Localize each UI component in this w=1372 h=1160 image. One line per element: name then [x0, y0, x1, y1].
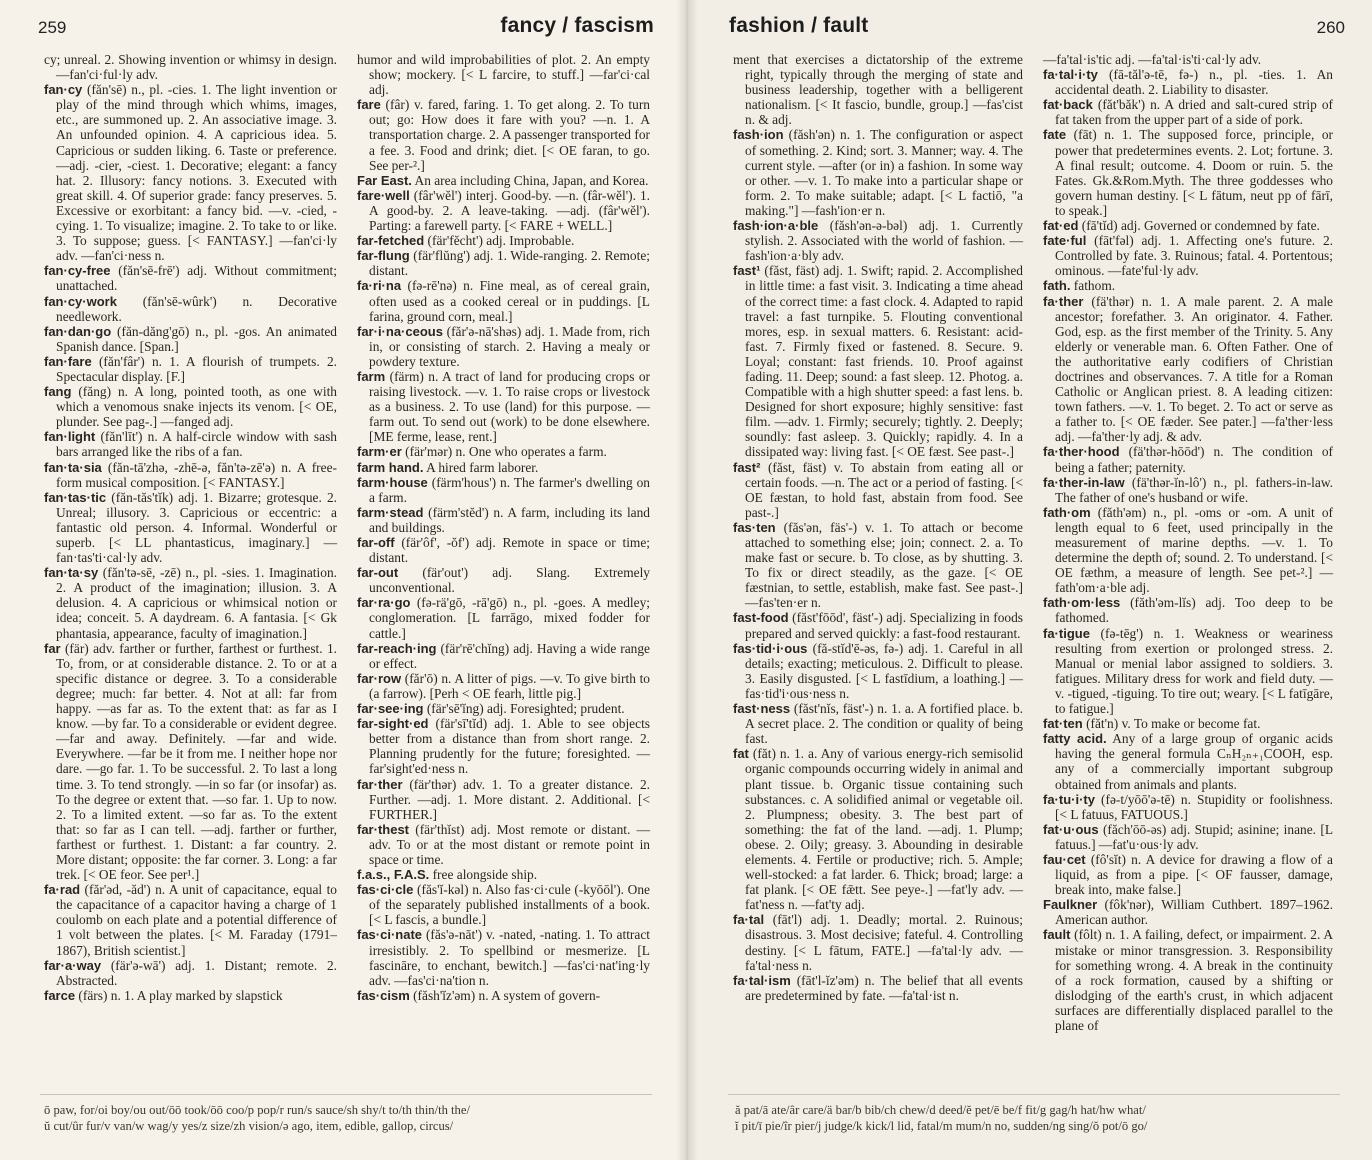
entry-headword: fang: [44, 384, 72, 400]
entry-headword: fa·rad: [44, 882, 81, 898]
dictionary-entry: [733, 460, 1023, 520]
entry-definition: An area including China, Japan, and Korea.: [411, 172, 649, 188]
entry-headword: fan·cy-free: [44, 263, 111, 279]
dictionary-entry: [1043, 731, 1333, 791]
entry-headword: fast¹: [733, 263, 761, 279]
dictionary-entry: [1043, 475, 1333, 505]
dictionary-entry: [733, 641, 1023, 701]
entry-definition: (fär'mər) n. One who operates a farm.: [401, 444, 607, 460]
entry-definition: (fär'sē'ĭng) adj. Foresighted; prudent.: [423, 701, 625, 717]
entry-definition: (fə-t/yōō'ə-tē) n. Stupidity or foolishness. [< L fatuus, FATUOUS.]: [1055, 791, 1333, 822]
dictionary-entry: [733, 218, 1023, 263]
dictionary-entry: [1043, 218, 1333, 233]
entry-headword: fas·ci·cle: [357, 882, 414, 898]
entry-definition: (făth'əm) n., pl. -oms or -om. A unit of length equal to 6 feet, used principally in the measurement of marine depths. —v. 1. To determine the depth of; sound. 2. To understand. [< OE fæthm, a measure of length. See pet-².] —fath'om·a·ble adj.: [1055, 504, 1333, 596]
dictionary-entry: [44, 460, 337, 490]
entry-headword: fatty acid.: [1043, 731, 1107, 747]
dictionary-entry: [1043, 127, 1333, 218]
left-page-number: 259: [38, 18, 67, 37]
entry-definition: humor and wild improbabilities of plot. 2. An empty show; mockery. [< L farcire, to stuff.] —far'ci·cal adj.: [357, 52, 650, 98]
dictionary-entry: [44, 429, 337, 459]
entry-headword: farce: [44, 987, 76, 1003]
entry-definition: cy; unreal. 2. Showing invention or whimsy in design. —fan'ci·ful·ly adv.: [44, 52, 337, 83]
entry-headword: farm·stead: [357, 504, 424, 520]
entry-definition: (făch'ōō-əs) adj. Stupid; asinine; inane. [L fatuus.] —fat'u·ous·ly adv.: [1055, 821, 1333, 852]
entry-definition: (făs'ĭ-kəl) n. Also fas·ci·cule (-kyōōl'). One of the separately published installments of a book. [< L fascis, a bundle.]: [369, 882, 650, 928]
entry-definition: (făsh'ən) n. 1. The configuration or aspect of something. 2. Kind; sort. 3. Manner; way. 4. The current style. —after (or in) a fashion. In some way or other. —v. 1. To make into a particular shape or form. 2. To make suitable; adapt. [< L factiō, "a making."] —fash'ion·er n.: [745, 127, 1023, 218]
dictionary-entry: [733, 912, 1023, 972]
entry-definition: (fə-rē'nə) n. Fine meal, as of cereal grain, often used as a cooked cereal or in puddings. [L farina, ground corn, meal.]: [369, 278, 650, 324]
entry-headword: fath·om: [1043, 504, 1091, 520]
left-column-2: [357, 52, 650, 1003]
entry-definition: (făn'sē) n., pl. -cies. 1. The light invention or play of the mind through which whims, images, etc., are summoned up. 2. An associative image. 3. An unfounded opinion. 4. A capricious idea. 5. Capricious or sudden liking. 6. Taste or preference. —adj. -cier, -ciest. 1. Decorative; elegant: a fancy hat. 2. Illusory: fancy notions. 3. Executed with great skill. 4. Of superior grade: fancy preserves. 5. Excessive or exorbitant: a fancy bid. —v. -cied, -cying. 1. To visualize; imagine. 2. To take to or like. 3. To suppose; guess. [< FANTASY.] —fan'ci·ly adv. —fan'ci·ness n.: [56, 82, 337, 264]
dictionary-entry: [44, 882, 337, 957]
dictionary-entry: [357, 278, 650, 323]
right-page-columns: [733, 52, 1333, 1033]
entry-headword: farm: [357, 368, 386, 384]
entry-definition: (fär'out') adj. Slang. Extremely unconventional.: [369, 565, 650, 596]
entry-headword: Far East.: [357, 172, 412, 188]
entry-headword: fault: [1043, 927, 1071, 943]
pronunciation-key-line: ŭ cut/ûr fur/v van/w wag/y yes/z size/zh vision/ə ago, item, edible, gallop, circus/: [44, 1119, 454, 1133]
entry-definition: (fär) adv. farther or further, farthest or furthest. 1. To, from, or at considerable distance. 2. To or at a specific distance or degree. 3. To a considerable degree; much: far better. 4. Not at all: far from happy. —as far as. To the extent that: as far as I know. —by far. To a considerable or evident degree. —far and away. Definitely. —far and wide. Everywhere. —far be it from me. I neither hope nor dare. —go far. 1. To be successful. 2. To last a long time. 3. To tend strongly. —in so far (or insofar) as. To the degree or extent that. —so far. 1. Up to now. 2. To a limited extent. —so far as. To the extent that: so far as I can tell. —adj. farther or further, farthest or furthest. 1. Distant: a far country. 2. More distant; opposite: the far corner. 3. Long: a far trek. [< OE feor. See per¹.]: [56, 640, 337, 883]
entry-headword: far·a·way: [44, 957, 102, 973]
dictionary-entry: [733, 746, 1023, 912]
dictionary-entry: [357, 777, 650, 822]
entry-headword: far-off: [357, 535, 395, 550]
dictionary-entry: [1043, 792, 1333, 822]
dictionary-entry: [357, 535, 650, 565]
entry-definition: (făr'əd, -ăd') n. A unit of capacitance, equal to the capacitance of a capacitor having a charge of 1 coulomb on each plate and a potential difference of 1 volt between the plates. [< M. Faraday (1791–1867), British scientist.]: [56, 882, 337, 958]
right-footer-rule: [728, 1094, 1340, 1095]
entry-definition: (fā'tĭd) adj. Governed or condemned by fate.: [1078, 218, 1320, 234]
entry-definition: (făn'fâr') n. 1. A flourish of trumpets. 2. Spectacular display. [F.]: [56, 353, 337, 384]
entry-headword: far-fetched: [357, 233, 425, 249]
entry-definition: (fär'ə-wā') adj. 1. Distant; remote. 2. Abstracted.: [56, 957, 337, 988]
entry-definition: (färm'stĕd') n. A farm, including its land and buildings.: [369, 504, 650, 535]
entry-definition: (făt'n) v. To make or become fat.: [1082, 716, 1261, 732]
dictionary-entry: [1043, 294, 1333, 445]
entry-definition: (făs'ə-nāt') v. -nated, -nating. 1. To attract irresistibly. 2. To spellbind or mesmerize. [L fascināre, to enchant, bewitch.] —fas'ci·nat'ing·ly adv. —fas'ci·na'tion n.: [369, 927, 650, 988]
left-footer-rule: [40, 1094, 652, 1095]
entry-definition: (făn'tə-sē, -zē) n., pl. -sies. 1. Imagination. 2. A product of the imagination; illusion. 3. A delusion. 4. A capricious or whimsical notion or idea; conceit. 5. A daydream. 6. A fantasia. [< Gk phantasia, appearance, faculty of imagination.]: [56, 565, 337, 641]
dictionary-entry: [44, 565, 337, 640]
dictionary-entry: [733, 127, 1023, 218]
entry-headword: farm·house: [357, 474, 428, 490]
dictionary-entry: [1043, 852, 1333, 897]
pronunciation-key-line: ă pat/ā ate/âr care/ä bar/b bib/ch chew/d deed/ĕ pet/ē be/f fit/g gag/h hat/hw what/: [735, 1103, 1146, 1117]
dictionary-entry: [357, 460, 650, 475]
entry-definition: (färm'hous') n. The farmer's dwelling on a farm.: [369, 474, 650, 505]
entry-headword: far·see·ing: [357, 701, 424, 717]
entry-definition: (făr'ə-nā'shəs) adj. 1. Made from, rich in, or consisting of starch. 2. Having a mealy or powdery texture.: [369, 323, 650, 369]
entry-definition: (făsh'ĭz'əm) n. A system of govern-: [409, 987, 601, 1003]
entry-definition: (fə-rä'gō, -rā'gō) n., pl. -goes. A medley; conglomeration. [L farrāgo, mixed fodder for cattle.]: [369, 595, 650, 641]
entry-definition: A hired farm laborer.: [423, 459, 539, 475]
entry-headword: fath.: [1043, 278, 1071, 294]
entry-headword: fan·fare: [44, 353, 92, 369]
entry-headword: fas·tid·i·ous: [733, 640, 808, 656]
entry-headword: far-sight·ed: [357, 716, 429, 732]
entry-headword: fat·ten: [1043, 716, 1083, 732]
entry-headword: fan·dan·go: [44, 323, 112, 339]
entry-definition: (făsh'ən-ə-bəl) adj. 1. Currently stylish. 2. Associated with the world of fashion. —fash'ion·a·bly adv.: [745, 218, 1023, 264]
dictionary-entry: [357, 641, 650, 671]
entry-headword: fate·ful: [1043, 233, 1087, 249]
dictionary-entry: [357, 188, 650, 233]
dictionary-entry: [1043, 233, 1333, 278]
dictionary-entry: [733, 701, 1023, 746]
dictionary-entry: [357, 595, 650, 640]
dictionary-entry: [44, 490, 337, 565]
dictionary-entry: [357, 716, 650, 776]
dictionary-entry: [1043, 278, 1333, 293]
dictionary-entry: [733, 263, 1023, 459]
dictionary-entry: [1043, 716, 1333, 731]
dictionary-entry: [1043, 897, 1333, 927]
dictionary-entry: [357, 233, 650, 248]
entry-definition: (fāt) n. 1. The supposed force, principle, or power that predetermines events. 2. Lot; fortune. 3. A final result; outcome. 4. Doom or ruin. 5. the Fates. Gk.&Rom.Myth. The three goddesses who govern human destiny. [< L fātum, neut pp of fārī, to speak.]: [1055, 127, 1333, 218]
entry-definition: (făn'līt') n. A half-circle window with sash bars arranged like the ribs of a fan.: [56, 429, 337, 460]
entry-headword: far-out: [357, 565, 399, 581]
entry-definition: (făng) n. A long, pointed tooth, as one with which a venomous snake injects its venom. [< OE, plunder. See pag-.] —fanged adj.: [56, 384, 337, 430]
right-guide-words: fashion / fault: [729, 14, 869, 37]
dictionary-entry: [1043, 822, 1333, 852]
entry-definition: (făs'ən, fäs'-) v. 1. To attach or become attached to something else; join; connect. 2. a. To make fast or secure. b. To close, as by shutting. 3. To fix or direct steadily, as the gaze. [< OE fæstnian, to settle, establish, make fast. See past-.] —fas'ten·er n.: [745, 519, 1023, 611]
entry-definition: —fa'tal·is'tic adj. —fa'tal·is'ti·cal·ly adv.: [1043, 52, 1262, 67]
entry-headword: fa·ther·hood: [1043, 444, 1120, 460]
entry-headword: fat·back: [1043, 97, 1093, 113]
entry-definition: (fāt'l) adj. 1. Deadly; mortal. 2. Ruinous; disastrous. 3. Most decisive; fateful. 4. Controlling destiny. [< L fātum, FATE.] —fa'tal·ly adv. —fa'tal·ness n.: [745, 912, 1023, 973]
dictionary-entry: [1043, 67, 1333, 97]
right-column-1: [733, 52, 1023, 1033]
entry-headword: fast-food: [733, 610, 789, 626]
entry-definition: (fāt'l-ĭz'əm) n. The belief that all events are predetermined by fate. —fa'tal·ist n.: [745, 972, 1023, 1003]
entry-definition: (fär'fĕcht') adj. Improbable.: [424, 233, 575, 249]
entry-headword: farm hand.: [357, 459, 424, 475]
entry-definition: (fä'thər-hōōd') n. The condition of being a father; paternity.: [1055, 444, 1333, 475]
dictionary-entry: [44, 263, 337, 293]
dictionary-entry: [357, 444, 650, 459]
dictionary-entry: [44, 82, 337, 263]
entry-headword: fas·cism: [357, 987, 410, 1003]
dictionary-entry: [1043, 52, 1333, 67]
entry-headword: fast·ness: [733, 701, 791, 717]
entry-headword: Faulkner: [1043, 897, 1098, 913]
dictionary-entry: [357, 671, 650, 701]
entry-headword: far: [44, 640, 61, 656]
entry-headword: fan·tas·tic: [44, 489, 107, 505]
dictionary-entry: [733, 520, 1023, 611]
entry-definition: (fär'thĭst) adj. Most remote or distant. —adv. To or at the most distant or remote point in space or time.: [369, 821, 650, 867]
entry-headword: far·i·na·ceous: [357, 323, 443, 339]
entry-definition: Any of a large group of organic acids having the general formula CₙH₂ₙ₊₁COOH, esp. any of a commercially important subgroup obtained from animals and plants.: [1055, 731, 1334, 792]
dictionary-entry: [357, 52, 650, 97]
entry-definition: (făst'fōōd', fäst'-) adj. Specializing in foods prepared and served quickly: a fast-food restaurant.: [745, 610, 1023, 641]
dictionary-entry: [1043, 505, 1333, 596]
entry-headword: fa·tu·i·ty: [1043, 791, 1095, 807]
dictionary-entry: [357, 927, 650, 987]
dictionary-entry: [357, 882, 650, 927]
entry-headword: fat·u·ous: [1043, 821, 1099, 837]
entry-definition: (fâr) v. fared, faring. 1. To get along. 2. To turn out; go: How does it fare with you? —n. 1. A transportation charge. 2. A passenger transported for a fee. 3. Food and drink; diet. [< OE faran, to go. See per-².]: [369, 97, 650, 173]
entry-headword: fan·cy·work: [44, 293, 117, 309]
entry-headword: far·row: [357, 670, 402, 686]
entry-definition: (fôk'nər), William Cuthbert. 1897–1962. American author.: [1055, 897, 1333, 928]
entry-definition: (fär'thər) adv. 1. To a greater distance. 2. Further. —adj. 1. More distant. 2. Additional. [< FURTHER.]: [369, 776, 650, 822]
left-guide-words: fancy / fascism: [500, 14, 654, 37]
entry-definition: (fä'thər-ĭn-lô') n., pl. fathers-in-law. The father of one's husband or wife.: [1055, 474, 1333, 505]
dictionary-entry: [357, 324, 650, 369]
entry-headword: fate: [1043, 127, 1067, 143]
left-column-1: [44, 52, 337, 1003]
dictionary-entry: [357, 248, 650, 278]
dictionary-entry: [44, 52, 337, 82]
dictionary-entry: [357, 822, 650, 867]
entry-definition: (făth'əm-lĭs) adj. Too deep to be fathomed.: [1055, 595, 1333, 626]
dictionary-entry: [1043, 626, 1333, 717]
entry-headword: fan·light: [44, 429, 96, 445]
entry-definition: (färm) n. A tract of land for producing crops or raising livestock. —v. 1. To raise crops or livestock as a business. 2. To use (land) for this purpose. —farm out. To send out (work) to be done elsewhere. [ME ferme, lease, rent.]: [369, 368, 650, 445]
entry-definition: (făst, fäst) adj. 1. Swift; rapid. 2. Accomplished in little time: a fast visit. 3. Indicating a time ahead of the correct time: a fast clock. 4. Adapted to rapid travel: a fast turnpike. 5. Flouting conventional mores, esp. in sexual matters. 6. Resistant: acid-fast. 7. Firmly fixed or fastened. 8. Secure. 9. Loyal; constant: fast friends. 10. Proof against fading. 11. Deep; sound: a fast sleep. 12. Photog. a. Compatible with a high shutter speed: a fast lens. b. Designed for short exposure; highly sensitive: fast film. —adv. 1. Firmly; securely; tightly. 2. Deeply; soundly: fast asleep. 3. Quickly; rapidly. 4. In a dissipated way: living fast. [< OE fæst. See past-.]: [745, 263, 1023, 460]
dictionary-entry: [733, 610, 1023, 640]
entry-definition: (făn-tăs'tĭk) adj. 1. Bizarre; grotesque. 2. Unreal; illusory. 3. Capricious or eccentric: a fantastic old person. 4. Informal. Wonderful or superb. [< LL phantasticus, imaginary.] —fan·tas'ti·cal·ly adv.: [56, 489, 337, 566]
entry-headword: fas·ten: [733, 519, 776, 535]
dictionary-entry: [357, 97, 650, 172]
entry-headword: fare·well: [357, 187, 410, 203]
dictionary-entry: [357, 701, 650, 716]
left-page-columns: [44, 52, 650, 1003]
entry-headword: fash·ion: [733, 127, 784, 143]
entry-definition: (fāt'fəl) adj. 1. Affecting one's future. 2. Controlled by fate. 3. Ruinous; fatal. 4. Portentous; ominous. —fate'ful·ly adv.: [1055, 233, 1333, 279]
dictionary-entry: [44, 384, 337, 429]
pronunciation-key-line: ō paw, for/oi boy/ou out/ōō took/ōō coo/p pop/r run/s sauce/sh shy/t to/th thin/th the/: [44, 1103, 470, 1117]
dictionary-entry: [357, 565, 650, 595]
dictionary-entry: [44, 641, 337, 883]
entry-definition: (fā-tăl'ə-tē, fə-) n., pl. -ties. 1. An accidental death. 2. Liability to disaster.: [1055, 67, 1333, 98]
entry-headword: fa·tal·ism: [733, 972, 791, 988]
entry-headword: far-reach·ing: [357, 640, 437, 656]
right-column-2: [1043, 52, 1333, 1033]
dictionary-entry: [357, 369, 650, 444]
entry-headword: far·thest: [357, 821, 410, 837]
right-pronunciation-key: [735, 1102, 1147, 1134]
entry-headword: fan·ta·sia: [44, 459, 102, 475]
entry-headword: fa·ri·na: [357, 278, 402, 294]
dictionary-entry: [733, 973, 1023, 1003]
dictionary-entry: [1043, 927, 1333, 1033]
entry-definition: (făt) n. 1. a. Any of various energy-rich semisolid organic compounds occurring widely in animal and plant tissue. b. Organic tissue containing such substances. c. A solidified animal or vegetable oil. 2. Plumpness; obesity. 3. The best part of something: the fat of the land. —adj. 1. Plump; obese. 2. Oily; greasy. 3. Abounding in desirable elements. 4. Fertile or productive; rich. 5. Ample; well-stocked: a fat larder. 6. Thick; broad; large: a fat plank. [< OE fǣtt. See peye-.] —fat'ly adv. —fat'ness n. —fat'ty adj.: [745, 746, 1023, 913]
entry-definition: (fär'flŭng') adj. 1. Wide-ranging. 2. Remote; distant.: [369, 248, 650, 279]
entry-headword: fat·ed: [1043, 218, 1079, 234]
entry-definition: (fô'sĭt) n. A device for drawing a flow of a liquid, as from a pipe. [< OF fausser, damage, break into, make false.]: [1055, 851, 1333, 898]
entry-headword: fat: [733, 746, 749, 762]
entry-definition: (fâr'wĕl') interj. Good-by. —n. (fâr-wĕl'). 1. A good-by. 2. A leave-taking. —adj. (fâr'wĕl'). Parting: a farewell party. [< FARE + WELL.]: [369, 187, 650, 234]
entry-definition: (făst, fäst) v. To abstain from eating all or certain foods. —n. The act or a period of fasting. [< OE fæstan, to hold fast, abstain from food. See past-.]: [745, 459, 1023, 520]
dictionary-entry: [357, 988, 650, 1003]
dictionary-entry: [44, 324, 337, 354]
entry-headword: fau·cet: [1043, 851, 1086, 867]
entry-definition: (fär'ôf', -ŏf') adj. Remote in space or time; distant.: [369, 535, 650, 566]
entry-headword: far·ther: [357, 776, 403, 792]
dictionary-entry: [44, 988, 337, 1003]
entry-definition: (făst'nĭs, fäst'-) n. 1. a. A fortified place. b. A secret place. 2. The condition or quality of being fast.: [745, 701, 1023, 747]
book-gutter: [676, 0, 698, 1160]
entry-headword: far-flung: [357, 248, 410, 264]
entry-definition: (făr'ō) n. A litter of pigs. —v. To give birth to (a farrow). [Perh < OE fearh, little pig.]: [369, 670, 650, 701]
entry-definition: (făn'sē-wûrk') n. Decorative needlework.: [56, 293, 337, 324]
entry-definition: fathom.: [1070, 278, 1116, 294]
entry-headword: farm·er: [357, 444, 402, 460]
right-page-number: 260: [1316, 18, 1345, 37]
entry-definition: (făn-dăng'gō) n., pl. -gos. An animated Spanish dance. [Span.]: [56, 323, 337, 354]
dictionary-entry: [357, 867, 650, 882]
entry-headword: fa·tal: [733, 912, 765, 928]
dictionary-entry: [357, 475, 650, 505]
pronunciation-key-line: ĭ pit/ī pie/îr pier/j judge/k kick/l lid, fatal/m mum/n no, sudden/ng sing/ŏ pot/ō go/: [735, 1119, 1148, 1133]
entry-definition: (fär'sī'tĭd) adj. 1. Able to see objects better from a distance than from short range. 2. Planning prudently for the future; foresighted. —far'sight'ed·ness n.: [369, 716, 650, 777]
entry-definition: (fă-stĭd'ē-əs, fə-) adj. 1. Careful in all details; exacting; meticulous. 2. Difficult to please. 3. Easily disgusted. [< L fastīdium, a loathing.] —fas·tid'i·ous·ness n.: [745, 640, 1023, 701]
dictionary-entry: [357, 505, 650, 535]
entry-definition: (fə-tēg') n. 1. Weakness or weariness resulting from exertion or prolonged stress. 2. Manual or menial labor assigned to soldiers. 3. fatigues. Military dress for work and field duty. —v. -tigued, -tiguing. To tire out; weary. [< L fatīgāre, to fatigue.]: [1055, 625, 1333, 717]
left-pronunciation-key: [44, 1102, 470, 1134]
entry-headword: fan·ta·sy: [44, 565, 99, 581]
entry-definition: (fôlt) n. 1. A failing, defect, or impairment. 2. A mistake or minor transgression. 3. Responsibility for something wrong. 4. A break in the continuity of a rock formation, caused by a shifting or dislodging of the earth's crust, in which adjacent surfaces are differentially displaced parallel to the plane of: [1055, 927, 1333, 1033]
entry-headword: fas·ci·nate: [357, 927, 423, 943]
entry-definition: (fä'thər) n. 1. A male parent. 2. A male ancestor; forefather. 3. An originator. 4. Father. God, esp. as the first member of the Trinity. 5. Any elderly or venerable man. 6. Often Father. One of the authoritative early codifiers of Christian doctrines and observances. 7. A title for a Roman Catholic or Anglican priest. 8. A leading citizen: town fathers. —v. 1. To beget. 2. To act or serve as a father to. [< OE fæder. See pater.] —fa'ther·less adj. —fa'ther·ly adj. & adv.: [1055, 293, 1333, 445]
dictionary-entry: [1043, 444, 1333, 474]
dictionary-entry: [733, 52, 1023, 127]
dictionary-entry: [44, 958, 337, 988]
entry-headword: fast²: [733, 459, 761, 475]
entry-definition: free alongside ship.: [429, 867, 538, 883]
entry-definition: (făt'băk') n. A dried and salt-cured strip of fat taken from the upper part of a side of pork.: [1055, 97, 1333, 128]
entry-definition: (färs) n. 1. A play marked by slapstick: [75, 987, 283, 1003]
entry-definition: (făn-tā'zhə, -zhē-ə, făn'tə-zē'ə) n. A free-form musical composition. [< FANTASY.]: [56, 459, 337, 490]
entry-headword: fath·om·less: [1043, 595, 1121, 611]
dictionary-entry: [44, 294, 337, 324]
entry-headword: far·ra·go: [357, 595, 411, 611]
dictionary-entry: [1043, 595, 1333, 625]
entry-headword: fa·tigue: [1043, 625, 1090, 641]
dictionary-entry: [1043, 97, 1333, 127]
entry-headword: fa·ther: [1043, 293, 1084, 309]
dictionary-entry: [357, 173, 650, 188]
dictionary-entry: [44, 354, 337, 384]
entry-definition: (fär'rē'chĭng) adj. Having a wide range or effect.: [369, 640, 650, 671]
entry-headword: fash·ion·a·ble: [733, 218, 819, 234]
entry-headword: fan·cy: [44, 82, 83, 98]
entry-definition: ment that exercises a dictatorship of the extreme right, typically through the merging of state and business leadership, together with a belligerent nationalism. [< It fascio, bundle, group.] —fas'cist n. & adj.: [733, 52, 1023, 128]
entry-headword: fare: [357, 97, 381, 113]
entry-headword: f.a.s., F.A.S.: [357, 867, 430, 883]
entry-headword: fa·ther-in-law: [1043, 474, 1125, 490]
entry-definition: (făn'sē-frē') adj. Without commitment; unattached.: [56, 263, 337, 294]
entry-headword: fa·tal·i·ty: [1043, 67, 1098, 83]
